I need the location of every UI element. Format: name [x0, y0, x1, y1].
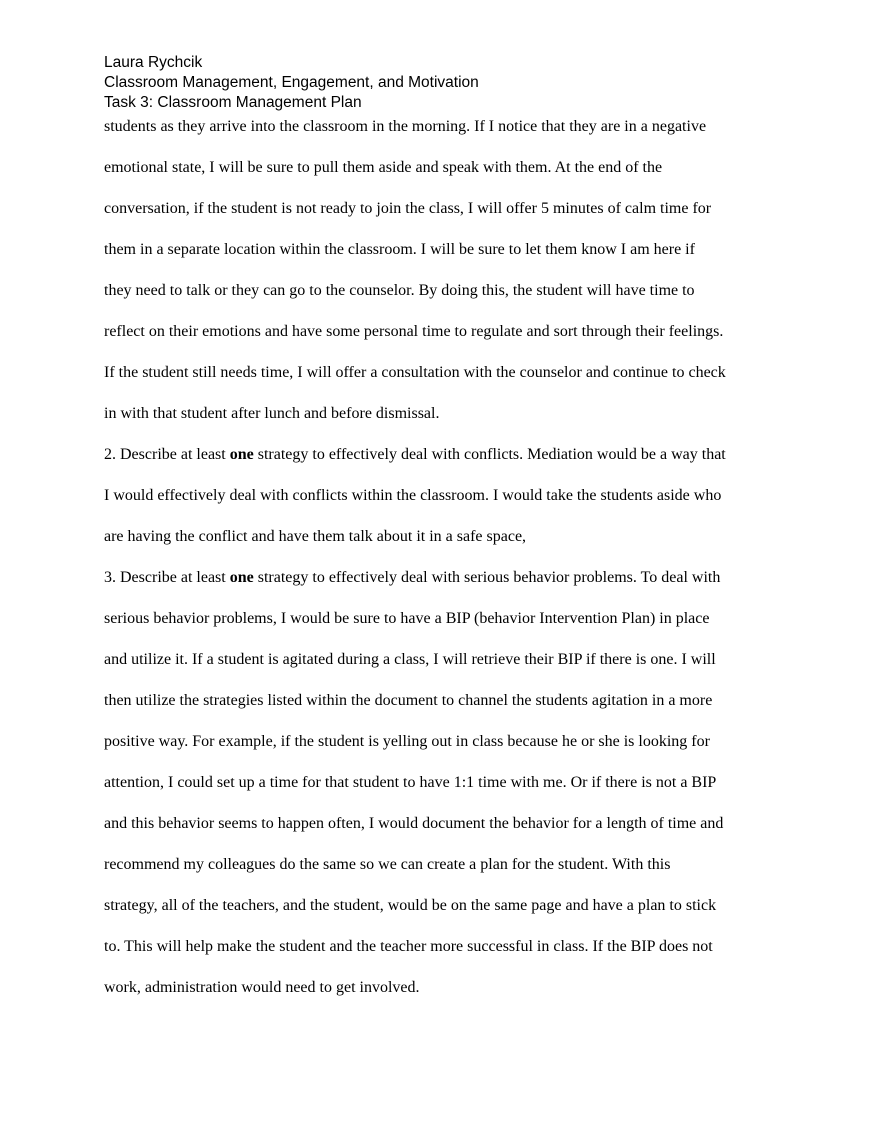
course-title: Classroom Management, Engagement, and Motivation	[104, 74, 479, 91]
paragraph-line: then utilize the strategies listed within the document to channel the students agitation in a more	[104, 692, 713, 709]
author-name: Laura Rychcik	[104, 54, 203, 71]
paragraph-line: are having the conflict and have them talk about it in a safe space,	[104, 528, 527, 545]
paragraph-line: emotional state, I will be sure to pull them aside and speak with them. At the end of the	[104, 159, 663, 176]
paragraph-line: positive way. For example, if the student is yelling out in class because he or she is looking for	[104, 733, 710, 750]
paragraph-line: If the student still needs time, I will offer a consultation with the counselor and continue to check	[104, 364, 726, 381]
paragraph-line: recommend my colleagues do the same so we can create a plan for the student. With this	[104, 856, 671, 873]
paragraph-line: strategy, all of the teachers, and the student, would be on the same page and have a plan to stick	[104, 897, 717, 914]
paragraph-line: I would effectively deal with conflicts within the classroom. I would take the students aside who	[104, 487, 722, 504]
question-3-line	[104, 567, 794, 608]
paragraph-line: they need to talk or they can go to the counselor. By doing this, the student will have time to	[104, 282, 695, 299]
task-title: Task 3: Classroom Management Plan	[104, 94, 362, 111]
paragraph-line: serious behavior problems, I would be sure to have a BIP (behavior Intervention Plan) in place	[104, 610, 710, 627]
question-3-suffix: strategy to effectively deal with serious behavior problems. To deal with	[253, 569, 721, 586]
paragraph-line: reflect on their emotions and have some personal time to regulate and sort through their feelings.	[104, 323, 724, 340]
question-2-line	[104, 444, 794, 485]
question-3-emphasis: one	[229, 569, 254, 586]
paragraph-line: students as they arrive into the classroom in the morning. If I notice that they are in a negative	[104, 118, 707, 135]
paragraph-line: to. This will help make the student and the teacher more successful in class. If the BIP does not	[104, 938, 713, 955]
paragraph-line: and utilize it. If a student is agitated during a class, I will retrieve their BIP if there is one. I will	[104, 651, 716, 668]
question-2-emphasis: one	[229, 446, 254, 463]
paragraph-line: them in a separate location within the classroom. I will be sure to let them know I am here if	[104, 241, 695, 258]
paragraph-line: conversation, if the student is not ready to join the class, I will offer 5 minutes of calm time for	[104, 200, 712, 217]
question-3-prefix: 3. Describe at least	[104, 569, 230, 586]
document-body	[104, 116, 794, 1018]
question-2-prefix: 2. Describe at least	[104, 446, 230, 463]
paragraph-line: work, administration would need to get involved.	[104, 979, 420, 996]
paragraph-line: in with that student after lunch and before dismissal.	[104, 405, 440, 422]
document-header	[104, 53, 479, 113]
paragraph-line: attention, I could set up a time for that student to have 1:1 time with me. Or if there is not a BIP	[104, 774, 717, 791]
paragraph-line: and this behavior seems to happen often, I would document the behavior for a length of time and	[104, 815, 724, 832]
question-2-suffix: strategy to effectively deal with conflicts. Mediation would be a way that	[253, 446, 726, 463]
